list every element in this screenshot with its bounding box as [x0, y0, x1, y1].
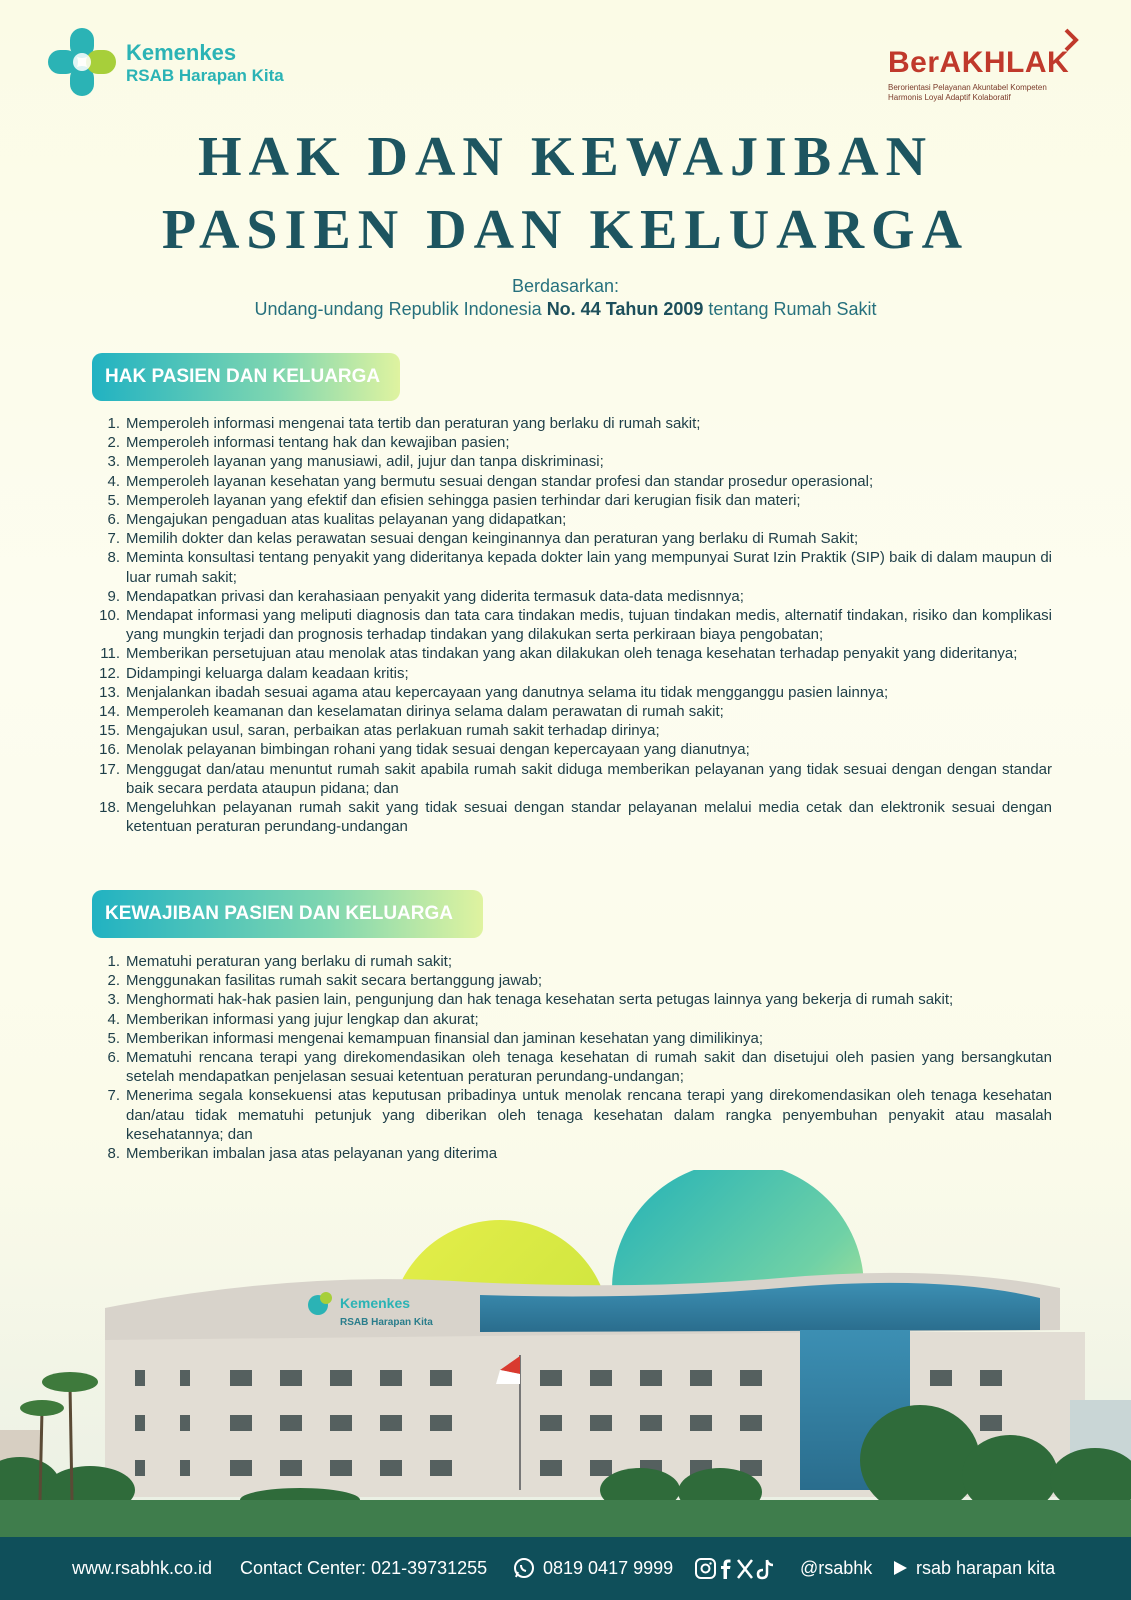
footer-whatsapp-number: 0819 0417 9999 — [543, 1558, 674, 1578]
list-item-number: 3. — [107, 453, 120, 471]
list-item — [92, 1010, 1052, 1029]
list-item-number: 3. — [107, 991, 120, 1009]
play-icon[interactable] — [892, 1560, 908, 1576]
list-item-number: 7. — [107, 1087, 120, 1105]
instagram-icon[interactable] — [696, 1559, 715, 1578]
list-item-text: Mendapatkan privasi dan kerahasiaan penyakit yang diderita termasuk data-data medisnnya; — [126, 587, 744, 605]
list-item-text: Memperoleh layanan yang manusiawi, adil, jujur dan tanpa diskriminasi; — [126, 453, 604, 471]
list-item-number: 1. — [107, 953, 120, 970]
list-item — [92, 740, 1052, 759]
list-item-number: 15. — [99, 722, 120, 740]
list-item-text: Memperoleh keamanan dan keselamatan dirinya selama dalam perawatan di rumah sakit; — [126, 703, 724, 721]
section-heading-kewajiban: KEWAJIBAN PASIEN DAN KELUARGA — [92, 890, 483, 938]
list-item-number: 14. — [99, 703, 120, 721]
social-icons — [695, 1558, 795, 1585]
list-item-text: Mengeluhkan pelayanan rumah sakit yang tidak sesuai dengan standar pelayanan melalui media cetak dan elektronik sesuai dengan ketentuan peraturan perundang-undangan — [126, 799, 1052, 836]
building-sign-line2: RSAB Harapan Kita — [340, 1317, 433, 1328]
list-item-text: Menjalankan ibadah sesuai agama atau kepercayaan yang danutnya selama itu tidak mengganggu pasien lainnya; — [126, 683, 889, 701]
kemenkes-logo-line1: Kemenkes — [126, 40, 237, 65]
legal-basis — [0, 299, 1131, 320]
list-item-text: Menerima segala konsekuensi atas keputusan pribadinya untuk menolak rencana terapi yang direkomendasikan oleh tenaga kesehatan dan/atau tidak mematuhi petunjuk yang diberikan oleh tenaga kesehatan dalam rangka penyembuhan penyakit atau masalah kesehatannya; dan — [126, 1087, 1052, 1143]
hospital-building-illustration — [0, 1170, 1131, 1537]
berakhlak-tagline-1: Berorientasi Pelayanan Akuntabel Kompeten — [888, 83, 1047, 92]
list-item-number: 13. — [99, 683, 120, 701]
list-item — [92, 1029, 1052, 1048]
list-item — [92, 644, 1052, 663]
legal-basis-prefix: Undang-undang Republik Indonesia — [254, 299, 542, 319]
list-item-number: 18. — [99, 799, 120, 817]
list-item — [92, 683, 1052, 702]
list-item-number: 9. — [107, 587, 120, 605]
list-item-text: Mendapat informasi yang meliputi diagnosis dan tata cara tindakan medis, tujuan tindakan medis, alternatif tindakan, risiko dan komplikasi yang mungkin terjadi dan prognosis terhadap tindakan yang dilakukan serta perkiraan biaya pengobatan; — [126, 607, 1052, 644]
list-item-number: 2. — [107, 972, 120, 990]
list-item — [92, 664, 1052, 683]
list-item — [92, 510, 1052, 529]
facebook-icon[interactable] — [721, 1560, 731, 1580]
list-item-number: 6. — [107, 511, 120, 529]
list-item-text: Mengajukan usul, saran, perbaikan atas perlakuan rumah sakit terhadap dirinya; — [126, 722, 660, 740]
list-item-text: Memberikan imbalan jasa atas pelayanan yang diterima — [126, 1145, 498, 1163]
list-item-number: 6. — [107, 1049, 120, 1067]
footer-website[interactable]: www.rsabhk.co.id — [72, 1558, 213, 1578]
list-item-text: Didampingi keluarga dalam keadaan kritis; — [126, 664, 409, 682]
kewajiban-list — [92, 952, 1052, 1163]
list-item-number: 16. — [99, 741, 120, 759]
footer — [0, 1537, 1131, 1600]
whatsapp-icon[interactable] — [513, 1557, 535, 1579]
legal-basis-intro: Berdasarkan: — [511, 276, 620, 296]
page-title-line1: HAK DAN KEWAJIBAN — [197, 126, 934, 188]
list-item — [92, 491, 1052, 510]
list-item — [92, 990, 1052, 1009]
list-item-number: 8. — [107, 549, 120, 567]
list-item-text: Menggunakan fasilitas rumah sakit secara bertanggung jawab; — [126, 972, 543, 990]
list-item-text: Mengajukan pengaduan atas kualitas pelayanan yang didapatkan; — [126, 511, 567, 529]
list-item-text: Memperoleh layanan yang efektif dan efisien sehingga pasien terhindar dari kerugian fisik dan materi; — [126, 491, 801, 509]
list-item — [92, 587, 1052, 606]
list-item — [92, 606, 1052, 644]
list-item-number: 4. — [107, 1010, 120, 1028]
legal-basis-law-number: No. 44 Tahun 2009 — [546, 299, 704, 319]
list-item-text: Memilih dokter dan kelas perawatan sesuai dengan keinginannya dan peraturan yang berlaku di Rumah Sakit; — [126, 530, 859, 548]
list-item-text: Menggugat dan/atau menuntut rumah sakit apabila rumah sakit diduga memberikan pelayanan yang tidak sesuai dengan dengan standar baik secara perdata ataupun pidana; dan — [126, 760, 1052, 797]
list-item-text: Memberikan persetujuan atau menolak atas tindakan yang akan dilakukan oleh tenaga kesehatan terhadap penyakit yang dideritanya; — [126, 645, 1018, 663]
list-item-text: Memperoleh informasi tentang hak dan kewajiban pasien; — [126, 434, 510, 452]
list-item-text: Menolak pelayanan bimbingan rohani yang tidak sesuai dengan kepercayaan yang dianutnya; — [126, 741, 750, 759]
list-item-text: Memperoleh informasi mengenai tata tertib dan peraturan yang berlaku di rumah sakit; — [126, 415, 701, 432]
list-item — [92, 952, 1052, 971]
list-item-text: Memperoleh layanan kesehatan yang bermutu sesuai dengan standar profesi dan standar prosedur operasional; — [126, 472, 874, 490]
x-icon[interactable] — [738, 1560, 752, 1578]
kemenkes-flower-icon — [48, 28, 116, 96]
list-item — [92, 721, 1052, 740]
list-item-number: 17. — [99, 760, 120, 778]
list-item — [92, 702, 1052, 721]
list-item-text: Mematuhi rencana terapi yang direkomendasikan oleh tenaga kesehatan di rumah sakit dan disetujui oleh pasien yang bersangkutan setelah mendapatkan penjelasan sesuai ketentuan peraturan perundang-undangan; — [126, 1049, 1052, 1086]
list-item-number: 12. — [99, 664, 120, 682]
page-title-line2: PASIEN DAN KELUARGA — [161, 199, 970, 261]
list-item-text: Memberikan informasi yang jujur lengkap dan akurat; — [126, 1010, 479, 1028]
list-item-text: Memberikan informasi mengenai kemampuan finansial dan jaminan kesehatan yang dimilikinya; — [126, 1029, 764, 1047]
footer-social-handle[interactable]: @rsabhk — [800, 1558, 873, 1578]
section-heading-hak: HAK PASIEN DAN KELUARGA — [92, 353, 400, 401]
building-sign-line1: Kemenkes — [340, 1295, 411, 1311]
list-item — [92, 798, 1052, 836]
list-item-number: 2. — [107, 434, 120, 452]
legal-basis-suffix: tentang Rumah Sakit — [708, 299, 877, 319]
list-item-number: 4. — [107, 472, 120, 490]
footer-contact-center: Contact Center: 021-39731255 — [240, 1558, 488, 1578]
list-item-number: 10. — [99, 607, 120, 625]
kemenkes-logo — [48, 28, 308, 100]
berakhlak-tagline-2: Harmonis Loyal Adaptif Kolaboratif — [888, 93, 1011, 102]
list-item — [92, 1144, 1052, 1163]
berakhlak-wordmark: BerAKHLAK — [888, 46, 1070, 79]
list-item-number: 1. — [107, 415, 120, 432]
list-item — [92, 760, 1052, 798]
list-item-number: 7. — [107, 530, 120, 548]
list-item-text: Meminta konsultasi tentang penyakit yang dideritanya kepada dokter lain yang mempunyai Surat Izin Praktik (SIP) baik di dalam maupun di luar rumah sakit; — [126, 549, 1052, 586]
list-item-number: 5. — [107, 1029, 120, 1047]
kemenkes-logo-line2: RSAB Harapan Kita — [126, 66, 284, 85]
list-item — [92, 529, 1052, 548]
list-item — [92, 1086, 1052, 1144]
list-item-text: Menghormati hak-hak pasien lain, pengunjung dan hak tenaga kesehatan serta petugas lainnya yang bekerja di rumah sakit; — [126, 991, 954, 1009]
list-item — [92, 452, 1052, 471]
list-item — [92, 1048, 1052, 1086]
berakhlak-logo — [882, 28, 1092, 108]
tiktok-icon[interactable] — [758, 1560, 773, 1578]
footer-youtube-channel[interactable]: rsab harapan kita — [916, 1558, 1056, 1578]
list-item-number: 8. — [107, 1145, 120, 1163]
list-item-number: 11. — [100, 645, 120, 663]
list-item — [92, 433, 1052, 452]
list-item-text: Mematuhi peraturan yang berlaku di rumah sakit; — [126, 953, 453, 970]
list-item — [92, 414, 1052, 433]
list-item-number: 5. — [107, 491, 120, 509]
list-item — [92, 548, 1052, 586]
list-item — [92, 971, 1052, 990]
hak-list — [92, 414, 1052, 836]
list-item — [92, 472, 1052, 491]
